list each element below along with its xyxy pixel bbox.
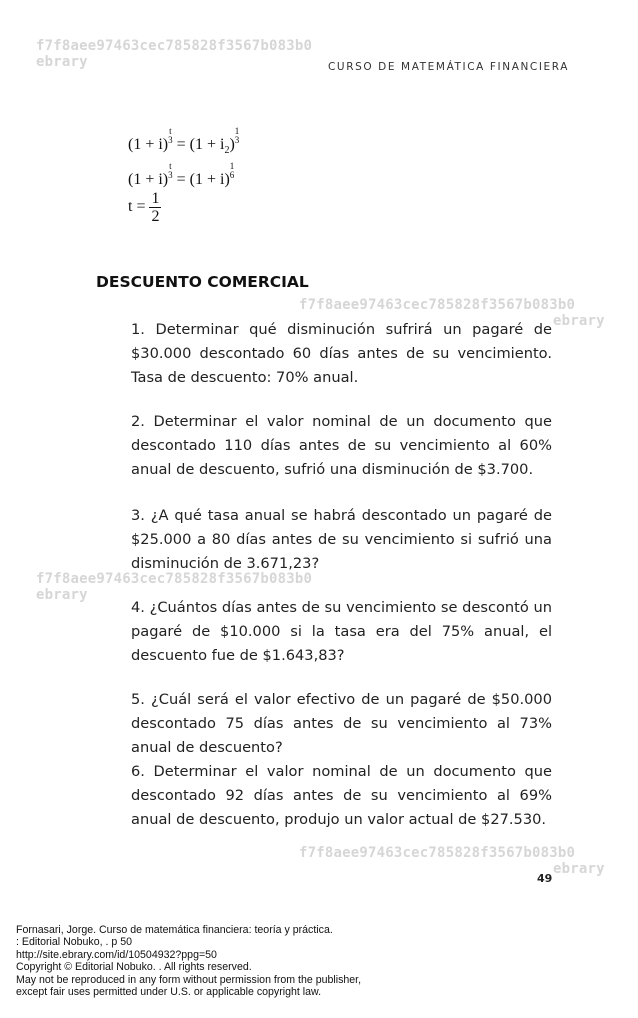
footer-line: : Editorial Nobuko, . p 50 bbox=[16, 936, 133, 949]
page-number: 49 bbox=[537, 872, 553, 885]
exponent-num: 1 bbox=[229, 161, 235, 171]
fraction-denominator: 2 bbox=[151, 208, 160, 225]
formula-rhs: = (1 + i bbox=[176, 136, 225, 153]
footer-line: May not be reproduced in any form without permission from the publisher, bbox=[16, 973, 362, 986]
footer-line: except fair uses permitted under U.S. or applicable copyright law. bbox=[16, 986, 322, 999]
footer-line: Copyright © Editorial Nobuko. . All rights reserved. bbox=[16, 961, 252, 974]
problem-3: 3. ¿A qué tasa anual se habrá descontado un pagaré de $25.000 a 80 días antes de su vencimiento si sufrió una disminución de 3.671,23? bbox=[131, 507, 552, 572]
formula-lhs: (1 + i) bbox=[128, 171, 169, 188]
exponent bbox=[230, 162, 235, 180]
watermark-hash: f7f8aee97463cec785828f3567b083b0 bbox=[299, 297, 576, 313]
problem-5: 5. ¿Cuál será el valor efectivo de un pagaré de $50.000 descontado 75 días antes de su vencimiento al 73% anual de descuento? bbox=[131, 691, 552, 756]
exponent-den: 3 bbox=[234, 135, 240, 145]
exponent-num: t bbox=[169, 126, 172, 136]
formula-line-3 bbox=[128, 190, 161, 225]
fraction-numerator: 1 bbox=[151, 190, 160, 207]
exponent bbox=[168, 162, 173, 180]
fraction bbox=[149, 190, 161, 225]
watermark-label: ebrary bbox=[36, 54, 88, 70]
exponent bbox=[168, 127, 173, 145]
watermark-hash: f7f8aee97463cec785828f3567b083b0 bbox=[299, 845, 576, 861]
problem-4: 4. ¿Cuántos días antes de su vencimiento se descontó un pagaré de $10.000 si la tasa era del 75% anual, el descuento fue de $1.643,83? bbox=[131, 599, 552, 664]
problem-2: 2. Determinar el valor nominal de un documento que descontado 110 días antes de su vencimiento al 60% anual de descuento, sufrió una disminución de $3.700. bbox=[131, 413, 552, 478]
exponent-den: 3 bbox=[168, 135, 173, 145]
formula-close: ) bbox=[229, 136, 235, 153]
exponent-den: 6 bbox=[229, 170, 235, 180]
subscript: 2 bbox=[224, 145, 230, 157]
formula-line-1 bbox=[128, 127, 239, 156]
problem-6: 6. Determinar el valor nominal de un documento que descontado 92 días antes de su vencimiento al 69% anual de descuento, produjo un valor actual de $27.530. bbox=[131, 763, 552, 828]
watermark-label: ebrary bbox=[553, 861, 605, 877]
footer-link[interactable]: http://site.ebrary.com/id/10504932?ppg=50 bbox=[16, 948, 217, 961]
exponent bbox=[235, 127, 240, 145]
exponent-num: 1 bbox=[234, 126, 240, 136]
watermark bbox=[36, 38, 312, 70]
watermark-hash: f7f8aee97463cec785828f3567b083b0 bbox=[36, 38, 313, 54]
watermark-label: ebrary bbox=[36, 587, 88, 603]
problem-1: 1. Determinar qué disminución sufrirá un pagaré de $30.000 descontado 60 días antes de su vencimiento. Tasa de descuento: 70% anual. bbox=[131, 321, 552, 386]
footer bbox=[16, 924, 361, 998]
footer-line: Fornasari, Jorge. Curso de matemática financiera: teoría y práctica. bbox=[16, 924, 333, 936]
running-head: CURSO DE MATEMÁTICA FINANCIERA bbox=[328, 61, 570, 73]
exponent-num: t bbox=[169, 161, 172, 171]
formula-lhs: (1 + i) bbox=[128, 136, 169, 153]
exponent-den: 3 bbox=[168, 170, 173, 180]
watermark-label: ebrary bbox=[553, 313, 605, 329]
section-title: DESCUENTO COMERCIAL bbox=[96, 273, 309, 291]
formula-line-2 bbox=[128, 162, 234, 189]
watermark bbox=[299, 845, 605, 877]
watermark-hash: f7f8aee97463cec785828f3567b083b0 bbox=[36, 571, 313, 587]
formula-rhs: = (1 + i) bbox=[176, 171, 230, 188]
formula-lhs: t = bbox=[128, 198, 146, 216]
